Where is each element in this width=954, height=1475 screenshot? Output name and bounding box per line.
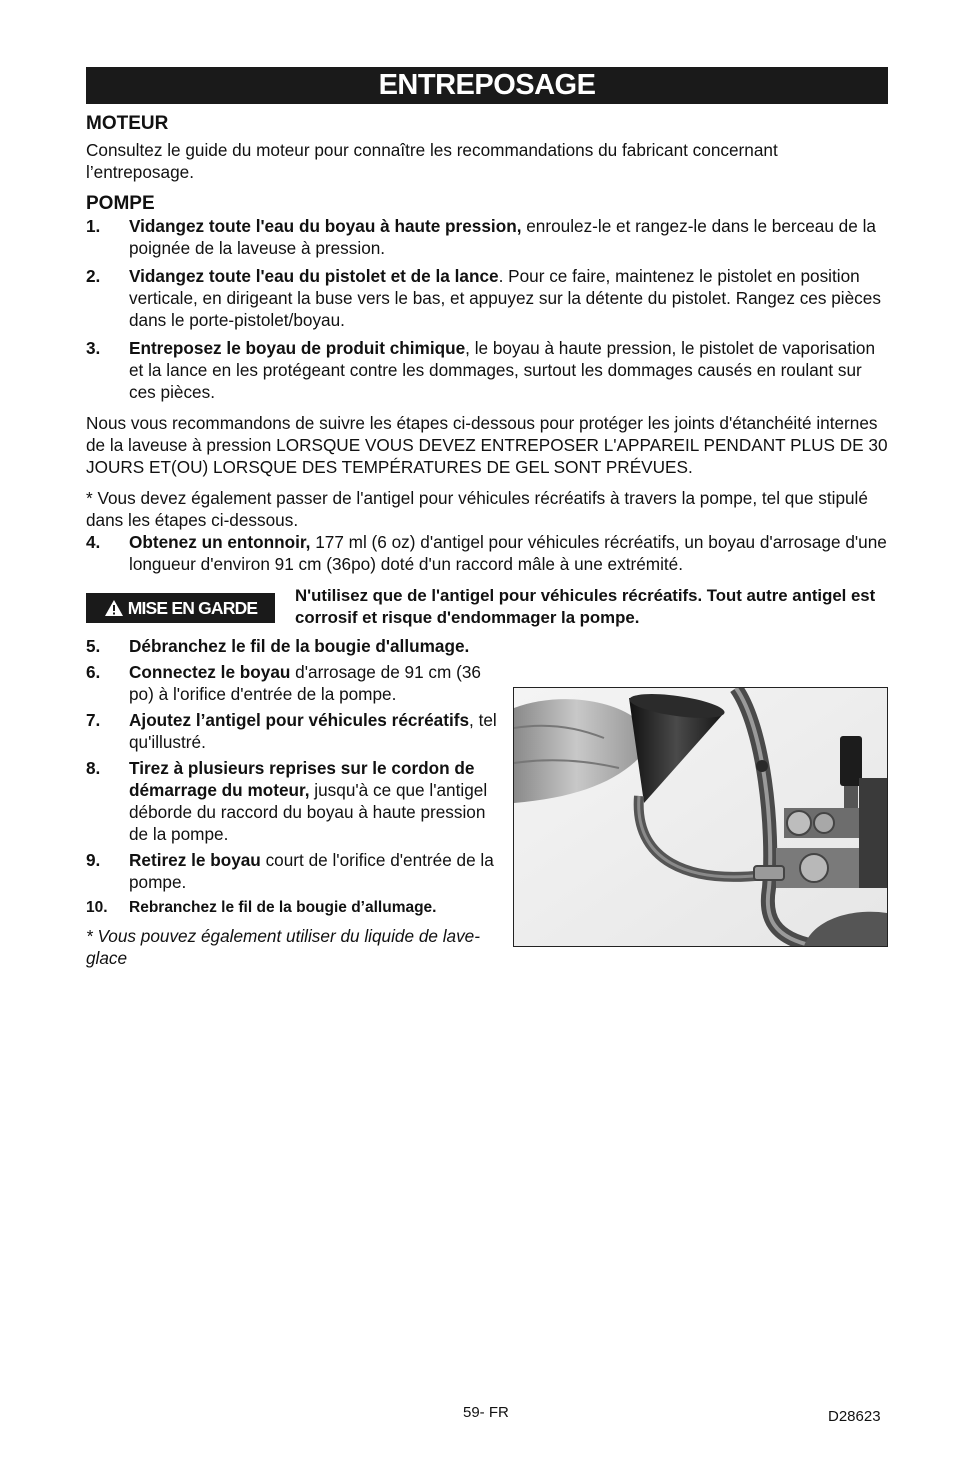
list-item: [86, 757, 506, 845]
step-bold: Débranchez le fil de la bougie d'allumage.: [129, 636, 470, 656]
step-text: enroulez-le et rangez-le dans le berceau de la poignée de la laveuse à pression.: [129, 216, 876, 258]
warning-block: [86, 585, 888, 629]
antifreeze-note: * Vous devez également passer de l'antigel pour véhicules récréatifs à travers la pompe, tel que stipulé dans les étapes ci-dessous.: [86, 488, 868, 530]
step-text: jusqu'à ce que l'antigel déborde du raccord du boyau à haute pression de la pompe.: [129, 780, 488, 844]
pump-antifreeze-photo: [513, 687, 888, 947]
list-item: [86, 337, 888, 403]
step-number: 1.: [86, 216, 101, 236]
step-bold: Rebranchez le fil de la bougie d’allumage.: [129, 899, 437, 916]
step-number: 6.: [86, 662, 101, 682]
warning-label: MISE EN GARDE: [127, 597, 258, 618]
moteur-text: Consultez le guide du moteur pour connaître les recommandations du fabricant concernant l’entreposage.: [86, 140, 778, 182]
page-number: 59- FR: [463, 1404, 509, 1421]
section-heading-pompe: POMPE: [86, 193, 155, 214]
step-bold: Entreposez le boyau de produit chimique: [129, 338, 466, 358]
step-number: 4.: [86, 532, 101, 552]
steps-list-a: [86, 215, 888, 403]
steps-list-step5: [86, 635, 888, 657]
step-bold: Vidangez toute l'eau du pistolet et de la lance: [129, 266, 499, 286]
step-text: , le boyau à haute pression, le pistolet de vaporisation et la lance en les protégeant contre les dommages, surtout les dommages causés en roulant sur ces pièces.: [129, 338, 876, 402]
step-number: 3.: [86, 338, 101, 358]
step-number: 10.: [86, 899, 108, 916]
steps-list-b: [86, 531, 888, 575]
section-heading-moteur: MOTEUR: [86, 113, 169, 134]
list-item: [86, 635, 888, 657]
italic-note: * Vous pouvez également utiliser du liquide de lave-glace: [86, 926, 480, 968]
steps-list-c: [86, 661, 506, 919]
list-item: [86, 897, 506, 919]
recommendation-paragraph: Nous vous recommandons de suivre les étapes ci-dessous pour protéger les joints d'étanchéité internes de la laveuse à pression LORSQUE VOUS DEVEZ ENTREPOSER L'APPAREIL PENDANT PLUS DE 30 JOURS ET(OU) LORSQUE DES TEMPÉRATURES DE GEL SONT PRÉVUES.: [86, 413, 888, 477]
list-item: [86, 265, 888, 331]
lower-section: [86, 661, 888, 969]
step-bold: Connectez le boyau: [129, 662, 291, 682]
list-item: [86, 849, 506, 893]
step-bold: Obtenez un entonnoir,: [129, 532, 311, 552]
step-number: 9.: [86, 850, 101, 870]
step-bold: Ajoutez l’antigel pour véhicules récréatifs: [129, 710, 470, 730]
step-number: 2.: [86, 266, 101, 286]
list-item: [86, 709, 506, 753]
step-text: , tel qu'illustré.: [129, 710, 497, 752]
list-item: [86, 531, 888, 575]
step-bold: Retirez le boyau: [129, 850, 261, 870]
warning-triangle-icon: [104, 599, 124, 617]
step-bold: Vidangez toute l'eau du boyau à haute pression,: [129, 216, 522, 236]
step-text: d'arrosage de 91 cm (36 po) à l'orifice d'entrée de la pompe.: [129, 662, 481, 704]
step-number: 5.: [86, 636, 101, 656]
warning-badge: [86, 593, 275, 623]
document-code: D28623: [828, 1408, 881, 1425]
step-text: court de l'orifice d'entrée de la pompe.: [129, 850, 494, 892]
step-bold: Tirez à plusieurs reprises sur le cordon de démarrage du moteur,: [129, 758, 475, 800]
step-number: 8.: [86, 758, 101, 778]
photo-illustration: [514, 688, 887, 946]
page-content: [86, 67, 888, 969]
list-item: [86, 661, 506, 705]
step-number: 7.: [86, 710, 101, 730]
step-text: . Pour ce faire, maintenez le pistolet en position verticale, en dirigeant la buse vers le bas, et appuyez sur la détente du pistolet. Rangez ces pièces dans le porte-pistolet/boyau.: [129, 266, 881, 330]
page-title: ENTREPOSAGE: [86, 67, 888, 104]
warning-text: N'utilisez que de l'antigel pour véhicules récréatifs. Tout autre antigel est corrosif et risque d'endommager la pompe.: [295, 586, 876, 627]
step-text: 177 ml (6 oz) d'antigel pour véhicules récréatifs, un boyau d'arrosage d'une longueur d'environ 91 cm (36po) doté d'un raccord mâle à une extrémité.: [129, 532, 887, 574]
list-item: [86, 215, 888, 259]
